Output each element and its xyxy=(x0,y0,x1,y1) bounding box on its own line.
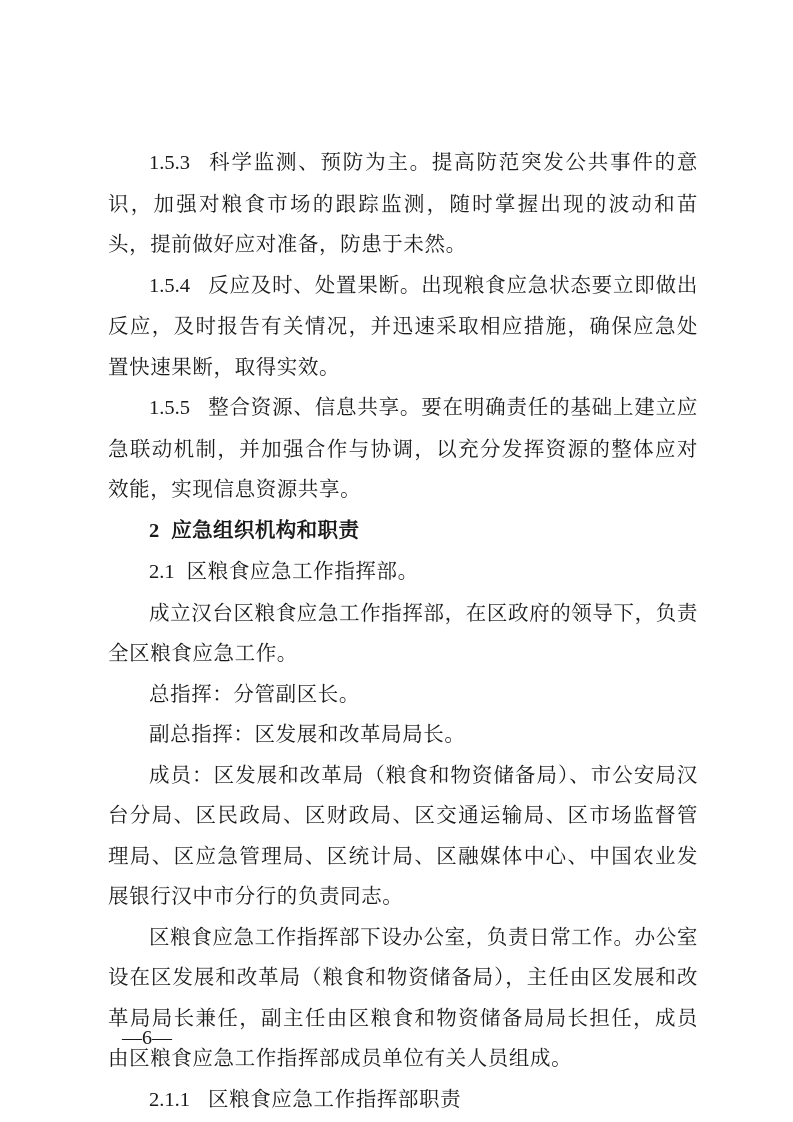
section-number: 2 xyxy=(149,519,160,542)
paragraph-deputy-commander: 副总指挥：区发展和改革局局长。 xyxy=(149,722,466,746)
section-number: 2.1 xyxy=(149,561,175,583)
section-number: 1.5.4 xyxy=(149,274,190,297)
paragraph-text: 区粮食应急工作指挥部职责 xyxy=(208,1086,462,1111)
section-1-5-3 xyxy=(108,142,698,265)
paragraph-members: 成员：区发展和改革局（粮食和物资储备局）、市公安局汉台分局、区民政局、区财政局、区交通运输局、区市场监督管理局、区应急管理局、区统计局、区融媒体中心、中国农业发展银行汉中市分行的负责同志。 xyxy=(108,762,698,908)
section-2-1-1 xyxy=(108,1079,698,1121)
paragraph-establish: 成立汉台区粮食应急工作指挥部，在区政府的领导下，负责全区粮食应急工作。 xyxy=(108,600,698,665)
paragraph-text: 科学监测、预防为主。提高防范突发公共事件的意识，加强对粮食市场的跟踪监测，随时掌握出现的波动和苗头，提前做好应对准备，防患于未然。 xyxy=(108,150,698,256)
section-1-5-4 xyxy=(108,265,698,388)
section-2-1 xyxy=(108,551,698,593)
page-number: —6— xyxy=(122,1027,172,1049)
section-number: 1.5.3 xyxy=(149,152,190,174)
section-number: 2.1.1 xyxy=(149,1088,190,1111)
paragraph-commander: 总指挥：分管副区长。 xyxy=(149,681,360,706)
section-2-heading xyxy=(108,510,698,552)
paragraph-office: 区粮食应急工作指挥部下设办公室，负责日常工作。办公室设在区发展和改革局（粮食和物资储备局），主任由区发展和改革局局长兼任，副主任由区粮食和物资储备局局长担任，成员由区粮食应急工作指挥部成员单位有关人员组成。 xyxy=(108,924,698,1070)
document-body xyxy=(108,142,698,1120)
section-number: 1.5.5 xyxy=(149,397,190,419)
paragraph-text: 整合资源、信息共享。要在明确责任的基础上建立应急联动机制，并加强合作与协调，以充分发挥资源的整体应对效能，实现信息资源共享。 xyxy=(108,395,698,501)
heading-text: 应急组织机构和职责 xyxy=(171,517,360,542)
paragraph-text: 区粮食应急工作指挥部。 xyxy=(186,559,419,583)
paragraph-text: 反应及时、处置果断。出现粮食应急状态要立即做出反应，及时报告有关情况，并迅速采取相应措施，确保应急处置快速果断，取得实效。 xyxy=(108,272,698,379)
section-1-5-5 xyxy=(108,387,698,510)
